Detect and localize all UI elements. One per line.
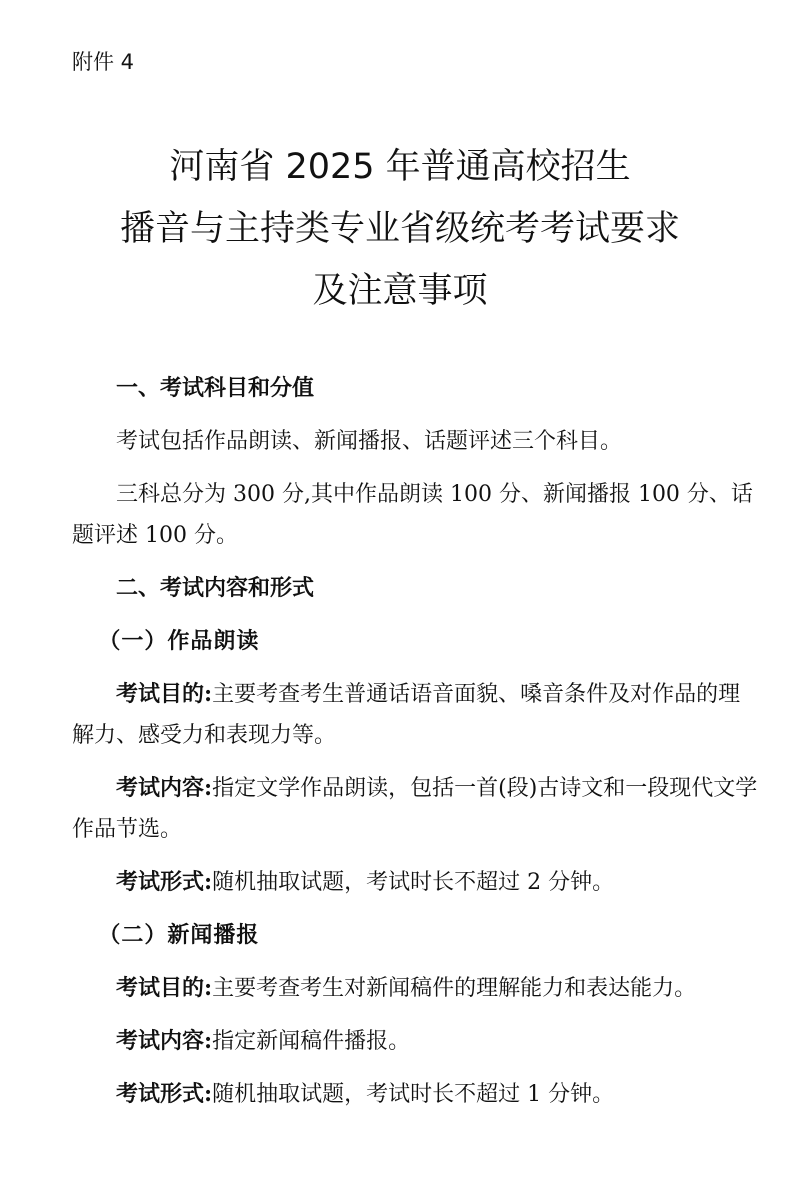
section-heading-subjects: 一、考试科目和分值	[116, 376, 315, 401]
text-form: 随机抽取试题，考试时长不超过 1 分钟。	[212, 1082, 615, 1107]
title-line-1: 河南省 2025 年普通高校招生	[169, 147, 631, 187]
label-purpose: 考试目的:	[116, 681, 213, 707]
paragraph-reading-form	[72, 862, 758, 903]
title-line-2: 播音与主持类专业省级统考考试要求	[119, 209, 680, 249]
text-content: 指定文学作品朗读，包括一首(段)古诗文和一段现代文学作品节选。	[72, 776, 758, 842]
label-purpose: 考试目的:	[116, 975, 213, 1001]
paragraph-news-purpose	[72, 968, 758, 1009]
paragraph-reading-content	[72, 768, 758, 850]
paragraph-reading-purpose	[72, 674, 758, 756]
attachment-label: 附件 4	[72, 50, 135, 74]
section-heading-content-form: 二、考试内容和形式	[116, 576, 315, 601]
paragraph-news-form	[72, 1074, 758, 1115]
text-form: 随机抽取试题，考试时长不超过 2 分钟。	[212, 870, 615, 895]
document-title	[0, 136, 800, 322]
paragraph-scores: 三科总分为 300 分,其中作品朗读 100 分、新闻播报 100 分、话题评述 100 分。	[72, 482, 753, 548]
paragraph-news-content	[72, 1021, 758, 1062]
label-content: 考试内容:	[116, 775, 213, 801]
document-body	[72, 368, 758, 1127]
label-content: 考试内容:	[116, 1028, 213, 1054]
subheading-reading: （一）作品朗读	[98, 628, 260, 654]
text-content: 指定新闻稿件播报。	[212, 1029, 411, 1054]
label-form: 考试形式:	[116, 1081, 213, 1107]
subheading-news: （二）新闻播报	[98, 922, 260, 948]
text-purpose: 主要考查考生对新闻稿件的理解能力和表达能力。	[212, 976, 697, 1001]
label-form: 考试形式:	[116, 869, 213, 895]
paragraph-subjects: 考试包括作品朗读、新闻播报、话题评述三个科目。	[116, 429, 623, 454]
text-purpose: 主要考查考生普通话语音面貌、嗓音条件及对作品的理解力、感受力和表现力等。	[72, 682, 741, 748]
title-line-3: 及注意事项	[312, 271, 488, 311]
